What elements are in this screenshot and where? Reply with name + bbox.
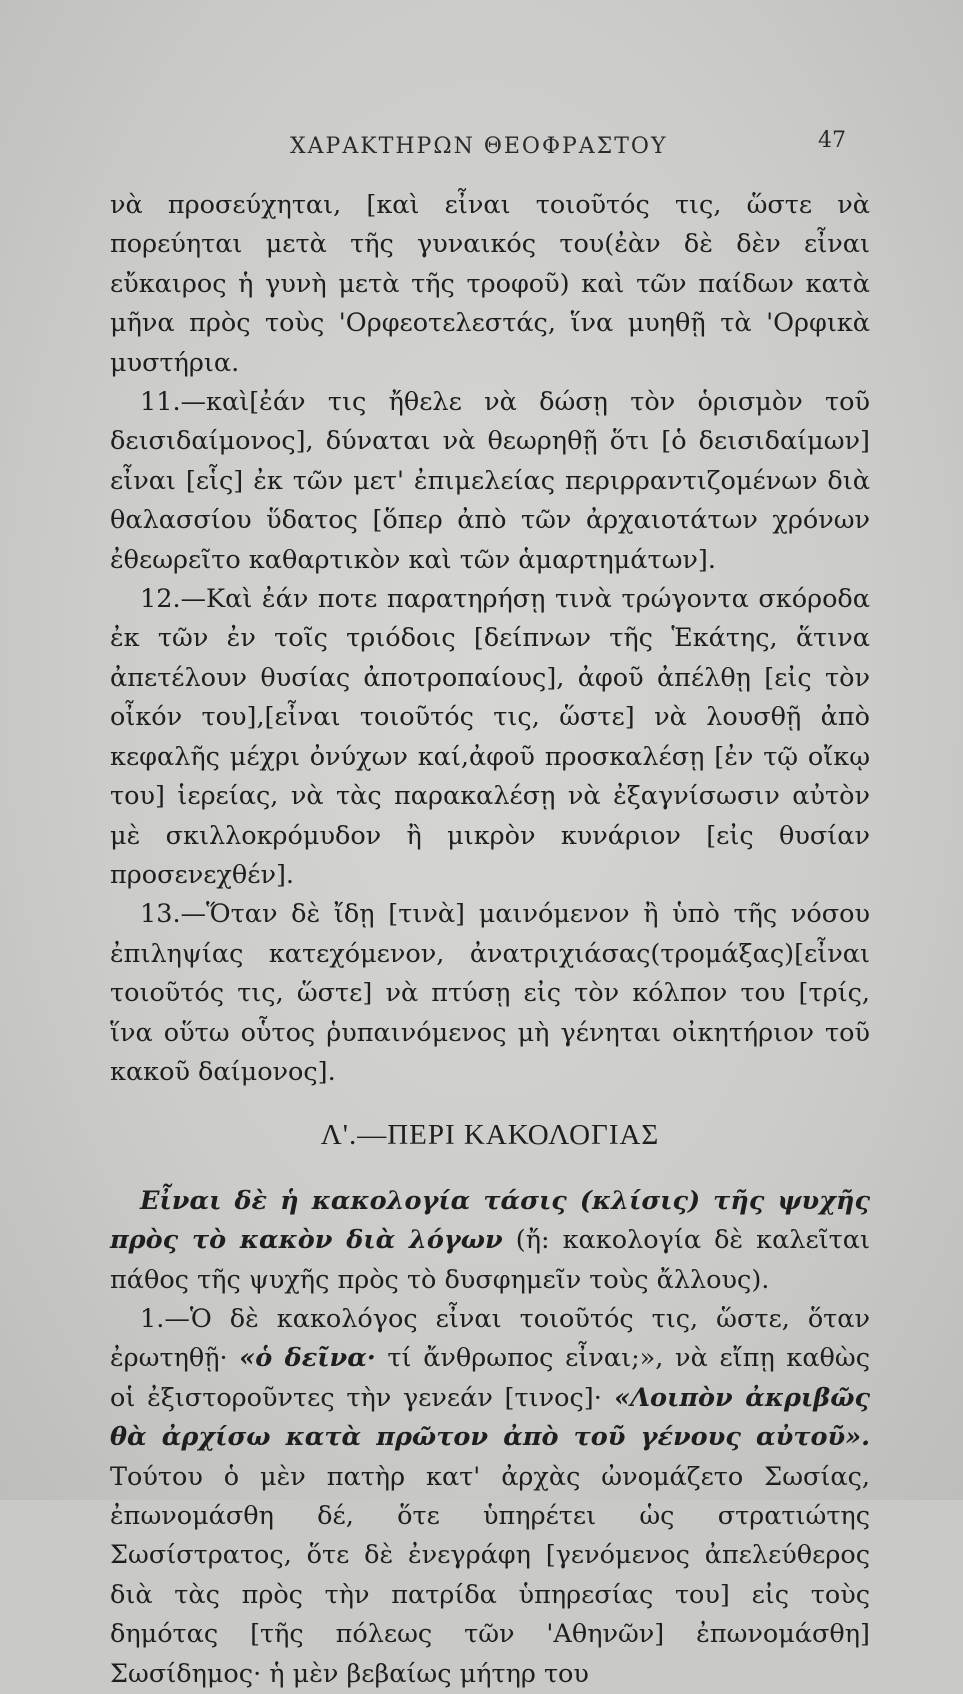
running-title: ΧΑΡΑΚΤΗΡΩΝ ΘΕΟΦΡΑΣΤΟΥ: [290, 134, 668, 159]
continuation-paragraph: νὰ προσεύχηται, [καὶ εἶναι τοιοῦτός τις, ὥστε νὰ πορεύηται μετὰ τῆς γυναικός του(ἐὰν δὲ δὲν εἶναι εὔκαιρος ἡ γυνὴ μετὰ τῆς τροφοῦ) καὶ τῶν παίδων κατὰ μῆνα πρὸς τοὺς 'Ορφεοτελεστάς, ἵνα μυηθῇ τὰ 'Ορφικὰ μυστήρια.: [110, 190, 870, 378]
quote-the-so-and-so: «ὁ δεῖνα·: [239, 1343, 376, 1374]
paragraph-11: 11.—καὶ[ἐάν τις ἤθελε νὰ δώσῃ τὸν ὁρισμὸν τοῦ δεισιδαίμονος], δύναται νὰ θεωρηθῇ ὅτι [ὁ δεισιδαίμων] εἶναι [εἷς] ἐκ τῶν μετ' ἐπιμελείας περιρραντιζομένων διὰ θαλασσίου ὕδατος [ὅπερ ἀπὸ τῶν ἀρχαιοτάτων χρόνων ἐθεωρεῖτο καθαρτικὸν καὶ τῶν ἁμαρτημάτων].: [110, 387, 870, 575]
body-text: [110, 186, 870, 1694]
definition-term: Εἶναι δὲ ἡ κακολογία τάσις (κλίσις) τῆς ψυχῆς πρὸς τὸ κακὸν διὰ λόγων: [110, 1185, 870, 1256]
page-number: 47: [818, 128, 846, 153]
paragraph-1: [110, 1300, 870, 1694]
paragraph-1-part-a: 1.—Ὁ δὲ κακολόγος εἶναι τοιοῦτός τις, ὥστε, ὅταν ἐρωτηθῇ·: [110, 1303, 870, 1374]
paragraph-12: 12.—Καὶ ἐάν ποτε παρατηρήσῃ τινὰ τρώγοντα σκόροδα ἐκ τῶν ἐν τοῖς τριόδοις [δείπνων τῆς Ἑκάτης, ἅτινα ἀπετέλουν θυσίας ἀποτροπαίους], ἀφοῦ ἀπέλθῃ [εἰς τὸν οἶκόν του],[εἶναι τοιοῦτός τις, ὥστε] νὰ λουσθῇ ἀπὸ κεφαλῆς μέχρι ὀνύχων καί,ἀφοῦ προσκαλέσῃ [ἐν τῷ οἴκῳ του] ἱερείας, νὰ τὰς παρακαλέσῃ νὰ ἐξαγνίσωσιν αὐτὸν μὲ σκιλλοκρόμυδον ἢ μικρὸν κυνάριον [εἰς θυσίαν προσενεχθέν].: [110, 584, 870, 890]
page-header: [0, 128, 963, 168]
quote-genealogy: «Λοιπὸν ἀκριβῶς θὰ ἀρχίσω κατὰ πρῶτον ἀπὸ τοῦ γένους αὐτοῦ».: [110, 1382, 870, 1453]
definition-rest: (ἤ: κακολογία δὲ καλεῖται πάθος τῆς ψυχῆς πρὸς τὸ δυσφημεῖν τοὺς ἄλλους).: [110, 1225, 870, 1295]
definition-paragraph: [110, 1182, 870, 1300]
paragraph-1-part-c: Τούτου ὁ μὲν πατὴρ κατ' ἀρχὰς ὠνομάζετο Σωσίας, ἐπωνομάσθη δέ, ὅτε ὑπηρέτει ὡς στρατιώτης Σωσίστρατος, ὅτε δὲ ἐνεγράφη [γενόμενος ἀπελεύθερος διὰ τὰς πρὸς τὴν πατρίδα ὑπηρεσίας του] εἰς τοὺς δημότας [τῆς πόλεως τῶν 'Αθηνῶν] ἐπωνομάσθη] Σωσίδημος· ἡ μὲν βεβαίως μήτηρ του: [110, 1461, 870, 1689]
paragraph-13: 13.—Ὅταν δὲ ἴδῃ [τινὰ] μαινόμενον ἢ ὑπὸ τῆς νόσου ἐπιληψίας κατεχόμενον, ἀνατριχιάσας(τρομάξας)[εἶναι τοιοῦτός τις, ὥστε] νὰ πτύσῃ εἰς τὸν κόλπον του [τρίς, ἵνα οὕτω οὗτος ῥυπαινόμενος μὴ γένηται οἰκητήριον τοῦ κακοῦ δαίμονος].: [110, 899, 870, 1087]
section-heading: Λ'.—ΠΕΡΙ ΚΑΚΟΛΟΓΙΑΣ: [320, 1119, 660, 1152]
paragraph-1-part-b: τί ἄνθρωπος εἶναι;», νὰ εἴπῃ καθὼς οἱ ἐξιστοροῦντες τὴν γενεάν [τινος]·: [110, 1343, 870, 1413]
